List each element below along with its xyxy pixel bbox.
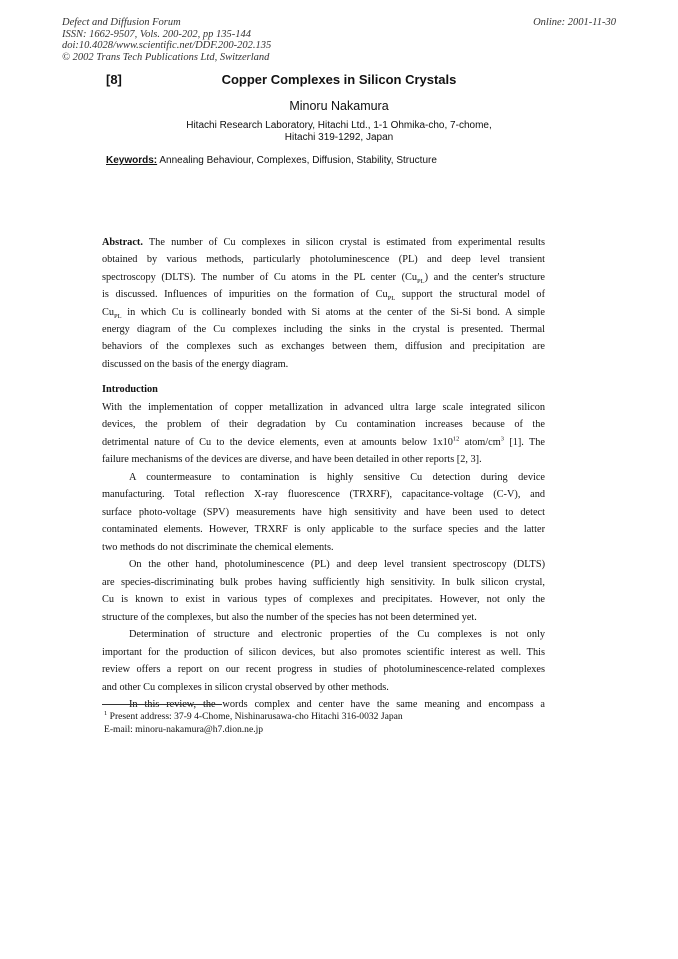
intro-line-11: are species-discriminating bulk probes having sufficiently high sensitivity. In bulk silicon crystal,	[102, 576, 545, 588]
introduction	[102, 381, 545, 714]
footnote-rule	[102, 704, 222, 705]
intro-line-18: In this review, the words complex and center have the same meaning and encompass a	[129, 699, 545, 710]
intro-line-4: failure mechanisms of the devices are diverse, and have been detailed in other reports [2, 3].	[102, 454, 482, 465]
affiliation	[0, 120, 678, 144]
intro-line-6: manufacturing. Total reflection X-ray fluorescence (TRXRF), capacitance-voltage (C-V), and	[102, 489, 545, 500]
abstract-line-6: energy diagram of the Cu complexes including the sinks in the crystal is presented. Thermal	[102, 323, 545, 335]
intro-line-8: contaminated elements. However, TRXRF is only applicable to the surface species and the latter	[102, 524, 545, 535]
abstract-line-1: Abstract. The number of Cu complexes in silicon crystal is estimated from experimental results	[102, 237, 545, 248]
abstract-line-4: is discussed. Influences of impurities on the formation of $Cu_{PL}$ support the structural model of	[102, 289, 545, 303]
abstract-label: Abstract.	[102, 237, 143, 248]
introduction-heading: Introduction	[102, 384, 158, 395]
intro-line-13: structure of the complexes, but also the number of the species has not been determined yet.	[102, 611, 477, 623]
abstract-line-8: discussed on the basis of the energy diagram.	[102, 358, 289, 370]
intro-line-12: Cu is known to exist in various types of complexes and precipitates. However, not only the	[102, 594, 545, 605]
abstract	[102, 234, 545, 373]
abstract-line-3: spectroscopy (DLTS). The number of Cu atoms in the PL center $(Cu_{PL})$ and the center's structure	[102, 271, 545, 285]
keywords-label: Keywords:	[106, 155, 158, 166]
footnote-line-1: $^1$ Present address: 37-9 4-Chome, Nishinarusawa-cho Hitachi 316-0032 Japan	[104, 709, 403, 722]
abstract-line-2: obtained by various methods, particularly photoluminescence (PL) and deep level transient	[102, 254, 545, 266]
intro-line-17: and other Cu complexes in silicon crystal observed by other methods.	[102, 681, 389, 693]
intro-line-14: Determination of structure and electronic properties of the Cu complexes is not only	[129, 629, 545, 640]
affiliation-line-1: Hitachi Research Laboratory, Hitachi Ltd., 1-1 Ohmika-cho, 7-chome,	[186, 120, 492, 131]
intro-line-15: important for the production of silicon devices, but also promotes scientific interest as well. This	[102, 646, 545, 658]
journal-header	[62, 17, 271, 63]
footnote	[104, 711, 403, 736]
intro-line-16: review offers a report on our recent progress in studies of photoluminescence-related complexes	[102, 664, 545, 675]
doi: doi:10.4028/www.scientific.net/DDF.200-202.135	[62, 40, 272, 51]
intro-line-3: detrimental nature of Cu to the device elements, even at amounts below $1x10^{12}$ atom/$cm^3$ [1]. The	[102, 435, 545, 448]
ref-number: [8]	[106, 72, 122, 87]
footnote-email: E-mail: minoru-nakamura@h7.dion.ne.jp	[104, 723, 264, 735]
issn: ISSN: 1662-9507, Vols. 200-202, pp 135-144	[62, 28, 251, 40]
intro-line-2: devices, the problem of their degradation by Cu contamination increases because of the	[102, 419, 545, 430]
keywords-text: Annealing Behaviour, Complexes, Diffusion, Stability, Structure	[157, 155, 437, 166]
abstract-line-5: $Cu_{PL}$ in which Cu is collinearly bonded with Si atoms at the center of the Si-Si bond. A simple	[102, 306, 545, 320]
keywords	[106, 155, 437, 166]
copyright: © 2002 Trans Tech Publications Ltd, Switzerland	[62, 51, 270, 63]
affiliation-line-2: Hitachi 319-1292, Japan	[284, 132, 394, 143]
abstract-line-7: behaviors of the complexes such as exchanges between them, diffusion and precipitation are	[102, 341, 545, 353]
intro-line-5: A countermeasure to contamination is highly sensitive Cu detection during device	[129, 471, 545, 483]
intro-line-7: surface photo-voltage (SPV) measurements have high sensitivity and have been used to detect	[102, 506, 545, 518]
intro-line-10: On the other hand, photoluminescence (PL) and deep level transient spectroscopy (DLTS)	[129, 559, 545, 570]
online-date: Online: 2001-11-30	[533, 17, 616, 28]
journal-name: Defect and Diffusion Forum	[62, 17, 181, 28]
paper-title: Copper Complexes in Silicon Crystals	[221, 72, 457, 87]
intro-line-1: With the implementation of copper metallization in advanced ultra large scale integrated silicon	[102, 401, 545, 413]
author: Minoru Nakamura	[289, 99, 389, 113]
intro-line-9: two methods do not discriminate the chemical elements.	[102, 541, 334, 553]
footnote-mark: 1	[104, 709, 108, 717]
